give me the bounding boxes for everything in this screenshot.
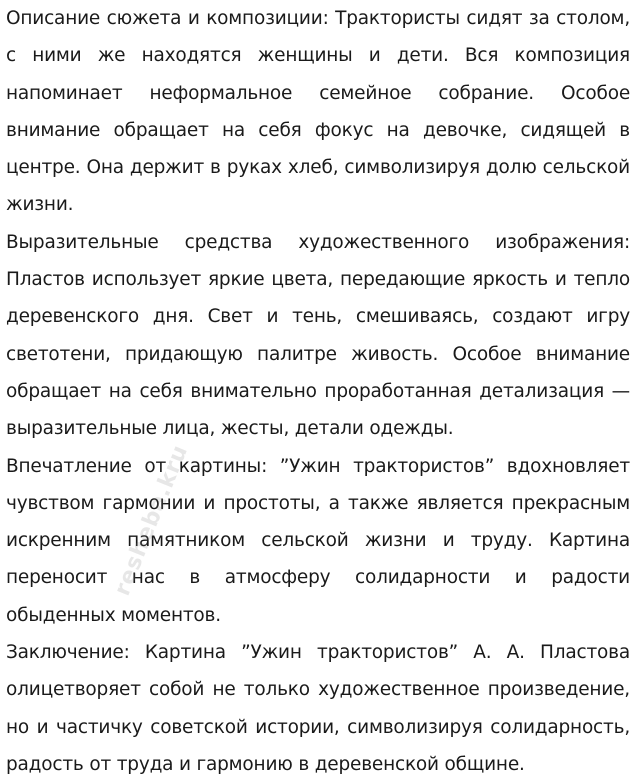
paragraph-conclusion: Заключение: Картина ”Ужин трактористов” А. А. Пластова олицетворяет собой не только художественное произведение, но и частичку советской истории, символизируя солидарность, радость от труда и гармонию в деревенской общине. [6, 642, 630, 775]
document-body [6, 0, 630, 783]
watermark: resheba.kru [110, 441, 194, 600]
paragraph-plot-composition: Описание сюжета и композиции: Трактористы сидят за столом, с ними же находятся женщины и дети. Вся композиция напоминает неформальное семейное собрание. Особое внимание обращает на себя фокус на девочке, сидящей в центре. Она держит в руках хлеб, символизируя долю сельской жизни. [6, 8, 630, 216]
paragraph-impression: Впечатление от картины: ”Ужин трактористов” вдохновляет чувством гармонии и простоты, а также является прекрасным искренним памятником сельской жизни и труду. Картина переносит нас в атмосферу солидарности и радости обыденных моментов. [6, 455, 630, 626]
paragraph-expressive-means: Выразительные средства художественного изображения: Пластов использует яркие цвета, передающие яркость и тепло деревенского дня. Свет и тень, смешиваясь, создают игру светотени, придающую палитре живость. Особое внимание обращает на себя внимательно проработанная детализация — выразительные лица, жесты, детали одежды. [6, 231, 630, 440]
